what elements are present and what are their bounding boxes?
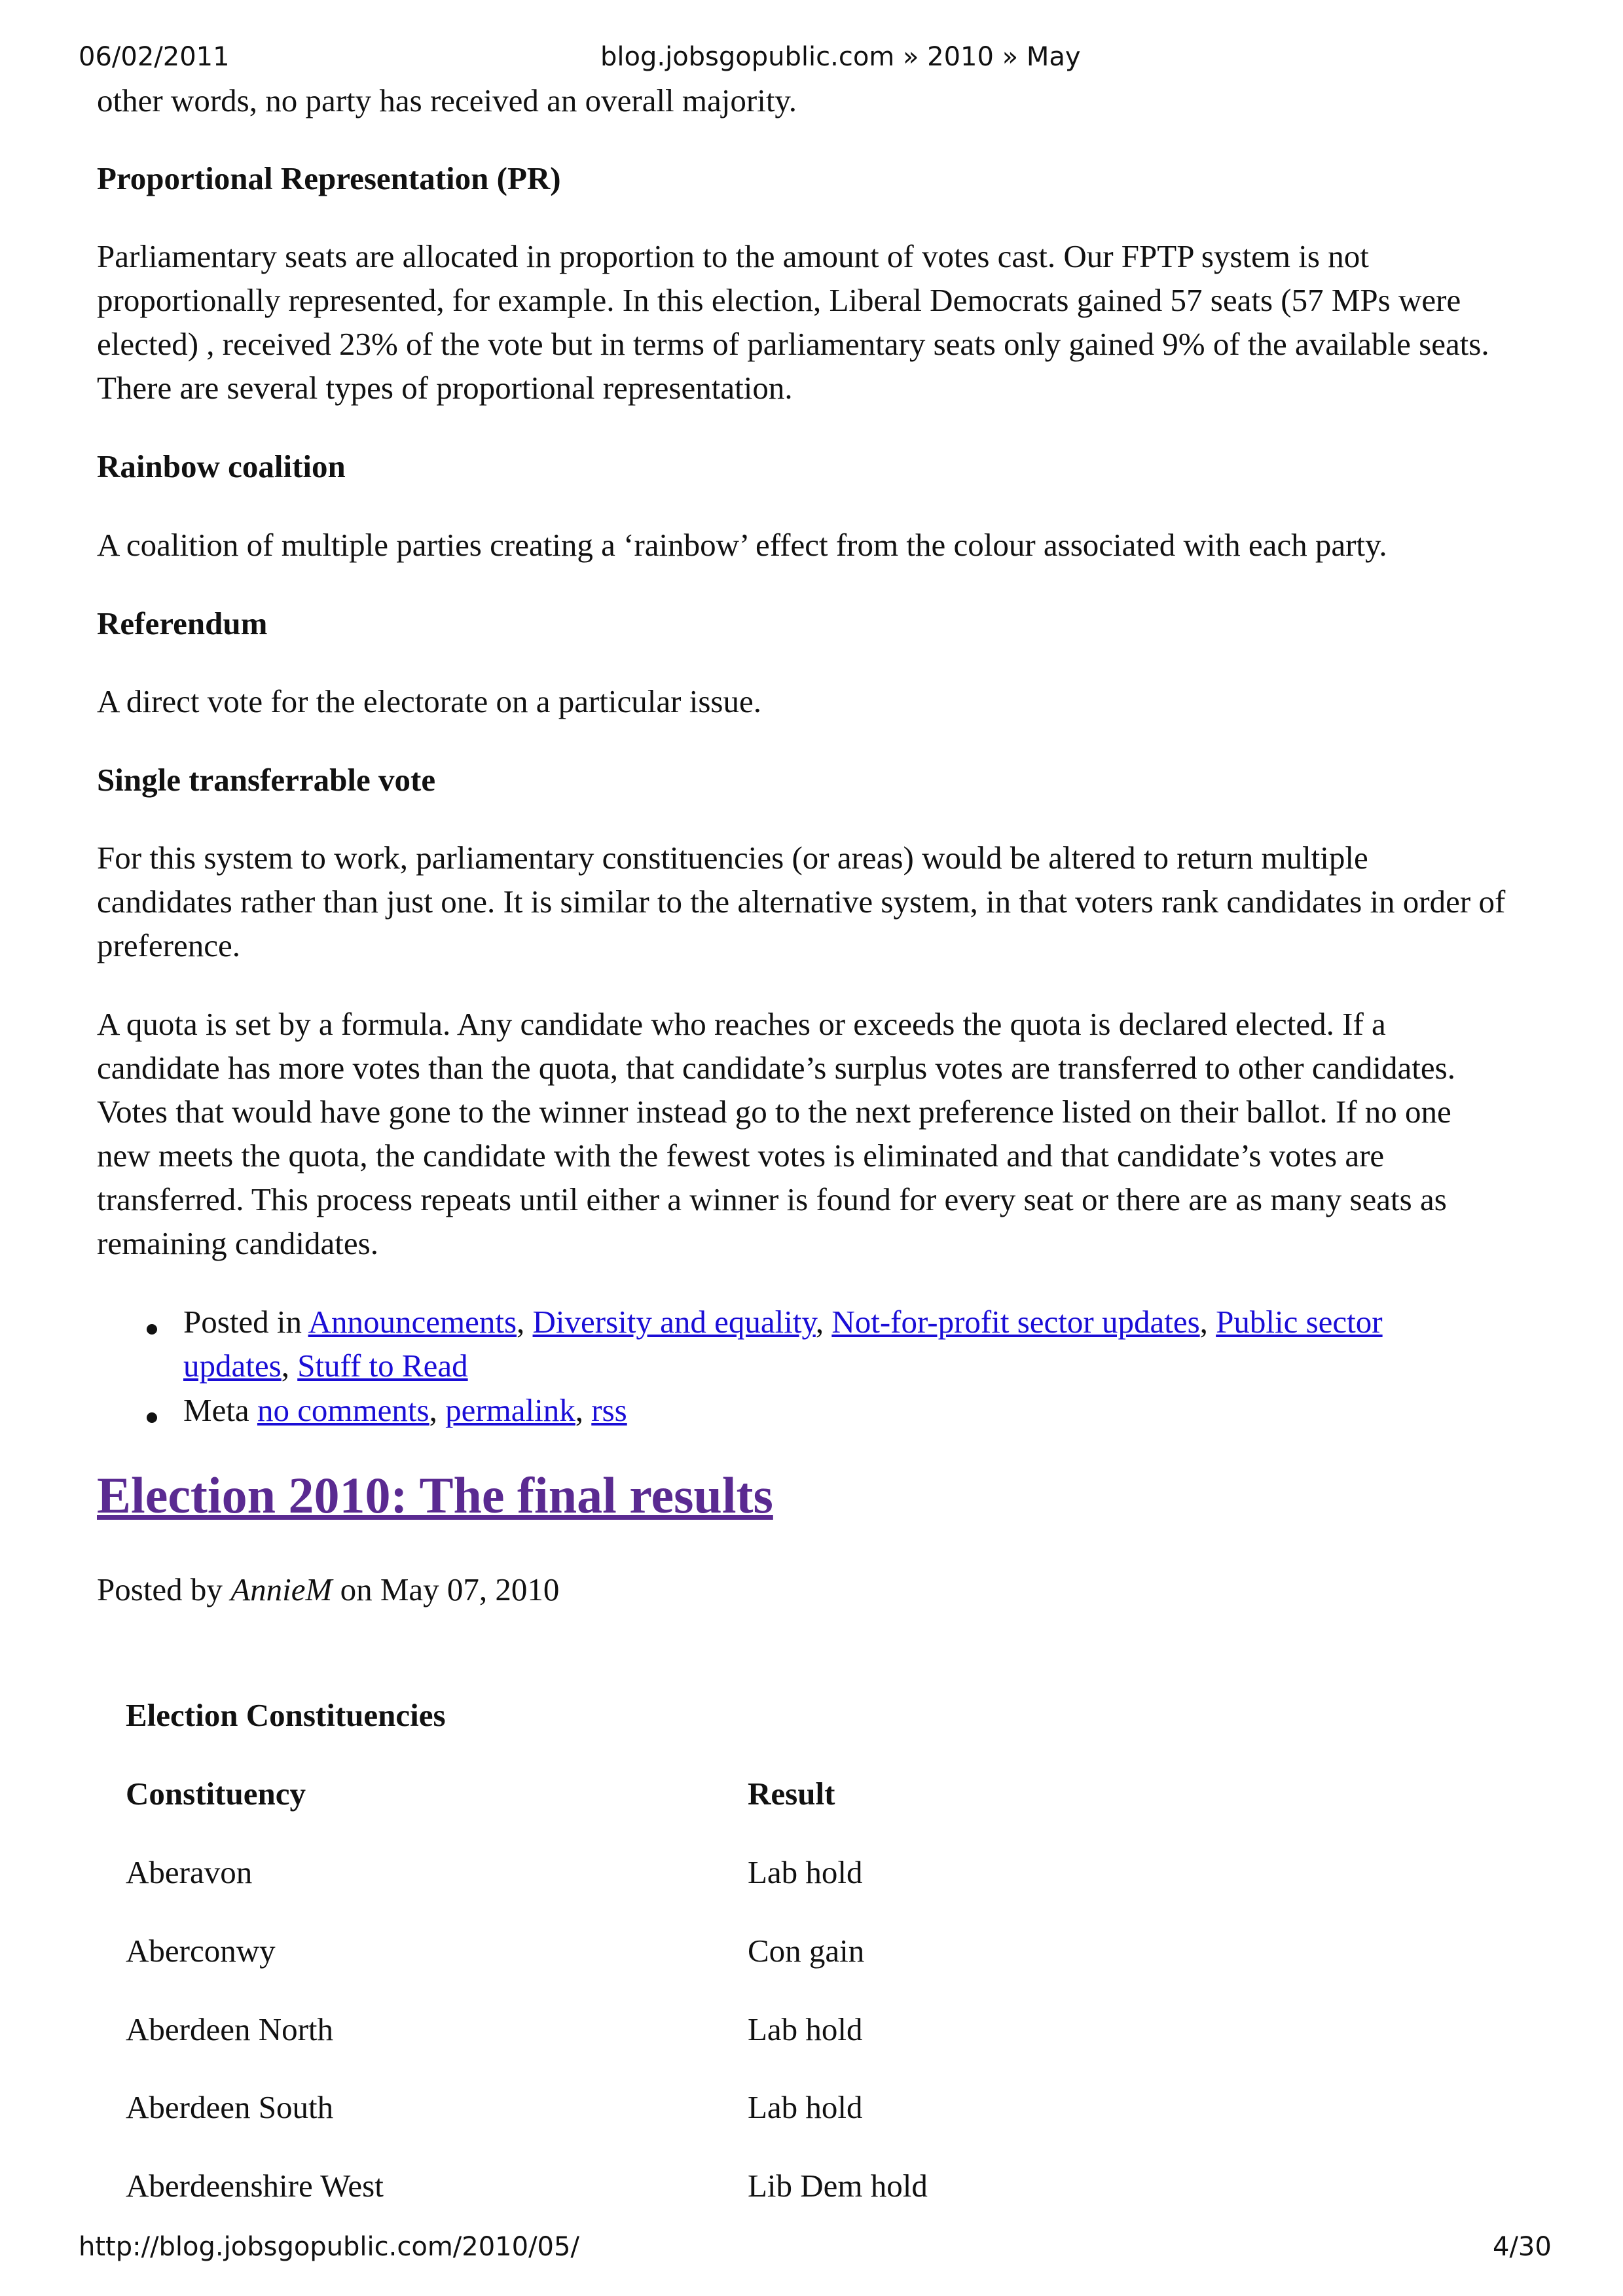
paragraph-line: candidate has more votes than the quota, that candidate’s surplus votes are transferred to other candidates. [97, 1050, 1455, 1086]
byline-prefix: Posted by [97, 1571, 223, 1607]
paragraph-line: elected) , received 23% of the vote but in terms of parliamentary seats only gained 9% of the available seats. [97, 326, 1489, 362]
table-row-result: Lab hold [748, 1854, 863, 1890]
category-link-not-for-profit[interactable]: Not-for-profit sector updates [831, 1304, 1200, 1340]
category-link-announcements[interactable]: Announcements [308, 1304, 517, 1340]
paragraph-line: For this system to work, parliamentary constituencies (or areas) would be altered to return multiple [97, 840, 1368, 876]
byline-author: AnnieM [230, 1571, 333, 1607]
paragraph-line: A coalition of multiple parties creating a ‘rainbow’ effect from the colour associated with each party. [97, 527, 1387, 563]
paragraph-line: transferred. This process repeats until either a winner is found for every seat or there are as many seats as [97, 1181, 1447, 1217]
table-caption: Election Constituencies [126, 1697, 446, 1733]
term-heading-stv: Single transferrable vote [97, 762, 436, 798]
paragraph-line: remaining candidates. [97, 1225, 378, 1261]
permalink-link[interactable]: permalink [445, 1392, 575, 1428]
paragraph-line: preference. [97, 927, 240, 963]
table-row-constituency: Aberavon [126, 1854, 253, 1890]
category-link-public-sector-updates[interactable]: updates [183, 1348, 282, 1384]
category-link-stuff-to-read[interactable]: Stuff to Read [297, 1348, 468, 1384]
paragraph-line: A quota is set by a formula. Any candidate who reaches or exceeds the quota is declared elected. If a [97, 1006, 1386, 1042]
table-row-constituency: Aberconwy [126, 1933, 276, 1969]
print-date: 06/02/2011 [79, 42, 230, 72]
table-row-constituency: Aberdeenshire West [126, 2168, 384, 2204]
print-url: http://blog.jobsgopublic.com/2010/05/ [79, 2232, 579, 2262]
table-row-result: Lab hold [748, 2011, 863, 2047]
page-number: 4/30 [1493, 2232, 1552, 2262]
term-heading-rainbow: Rainbow coalition [97, 448, 346, 484]
paragraph-line: A direct vote for the electorate on a particular issue. [97, 683, 761, 719]
post-byline [97, 1571, 559, 1608]
byline-date: on May 07, 2010 [340, 1571, 560, 1607]
table-row-result: Lib Dem hold [748, 2168, 928, 2204]
bullet-dot [147, 1324, 157, 1335]
table-row-constituency: Aberdeen North [126, 2011, 334, 2047]
posted-in-line: Posted in Announcements, Diversity and equality, Not-for-profit sector updates, Public sector [183, 1304, 1383, 1340]
column-header-constituency: Constituency [126, 1776, 306, 1812]
table-row-constituency: Aberdeen South [126, 2089, 334, 2125]
category-link-public-sector[interactable]: Public sector [1216, 1304, 1383, 1340]
print-path: blog.jobsgopublic.com » 2010 » May [600, 42, 1081, 72]
posted-in-label: Posted in [183, 1304, 302, 1340]
paragraph-line: candidates rather than just one. It is similar to the alternative system, in that voters rank candidates in order of [97, 884, 1506, 920]
meta-label: Meta [183, 1392, 249, 1428]
bullet-dot [147, 1412, 157, 1423]
paragraph-line: There are several types of proportional representation. [97, 370, 793, 406]
post-title-link[interactable]: Election 2010: The final results [97, 1467, 773, 1524]
rss-link[interactable]: rss [591, 1392, 627, 1428]
term-heading-referendum: Referendum [97, 605, 268, 641]
table-row-result: Lab hold [748, 2089, 863, 2125]
table-row-result: Con gain [748, 1933, 865, 1969]
paragraph-line: Parliamentary seats are allocated in proportion to the amount of votes cast. Our FPTP system is not [97, 238, 1369, 274]
term-heading-pr: Proportional Representation (PR) [97, 160, 561, 196]
intro-line: other words, no party has received an overall majority. [97, 82, 797, 118]
paragraph-line: Votes that would have gone to the winner instead go to the next preference listed on their ballot. If no one [97, 1094, 1451, 1130]
column-header-result: Result [748, 1776, 835, 1812]
paragraph-line: new meets the quota, the candidate with the fewest votes is eliminated and that candidate’s votes are [97, 1138, 1385, 1174]
posted-in-line-continued: updates, Stuff to Read [183, 1348, 468, 1384]
category-link-diversity[interactable]: Diversity and equality [532, 1304, 816, 1340]
meta-line: Meta no comments, permalink, rss [183, 1392, 627, 1428]
no-comments-link[interactable]: no comments [257, 1392, 429, 1428]
paragraph-line: proportionally represented, for example. In this election, Liberal Democrats gained 57 seats (57 MPs were [97, 282, 1461, 318]
